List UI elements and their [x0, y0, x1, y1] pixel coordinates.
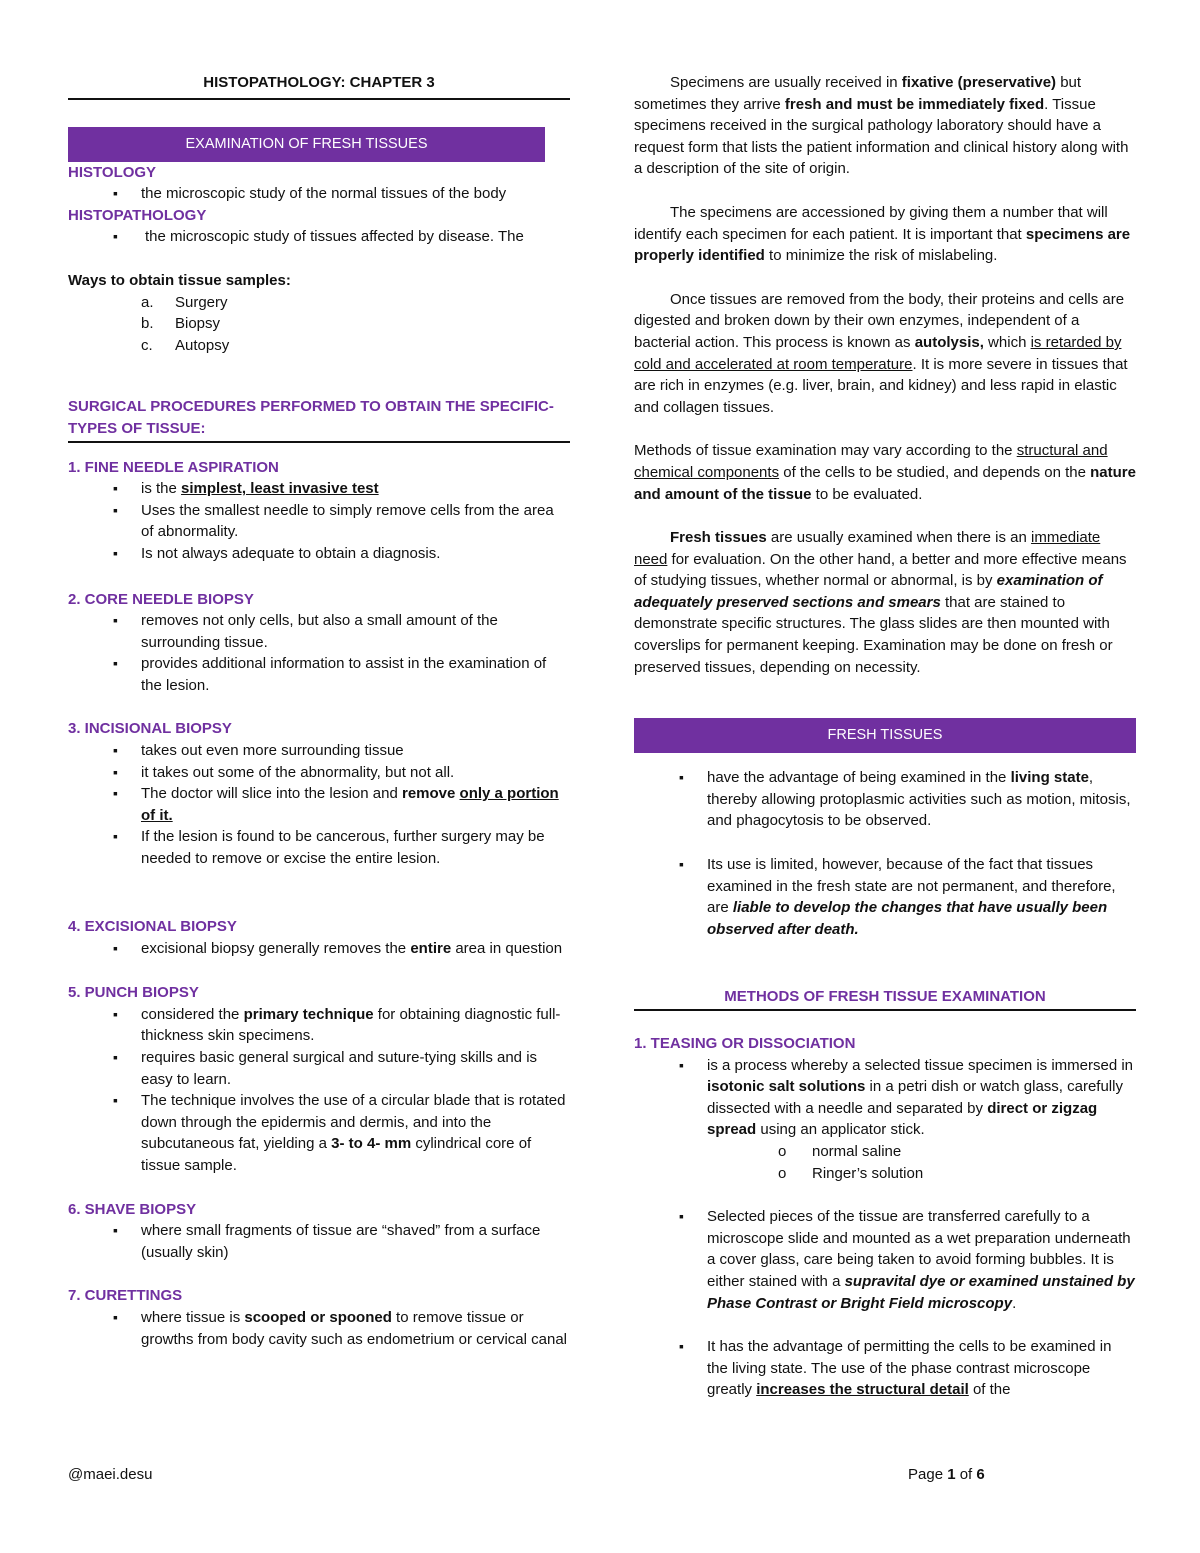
- list-item: [68, 1090, 570, 1176]
- text: Selected pieces of the tissue are transferred carefully to a microscope slide and mounted as a wet preparation underneath a cover glass, care being taken to avoid forming bubbles. It is either stained with a: [707, 1208, 1131, 1290]
- surgical-procedures-heading: SURGICAL PROCEDURES PERFORMED TO OBTAIN THE SPECIFIC-TYPES OF TISSUE:: [68, 396, 570, 442]
- page-title: HISTOPATHOLOGY: CHAPTER 3: [68, 72, 570, 100]
- list-item: ▪ provides additional information to assist in the examination of the lesion.: [68, 653, 570, 696]
- text: considered the: [141, 1005, 244, 1023]
- text: The technique involves the use of a circular blade that is rotated down through the epidermis and dermis, and into the subcutaneous fat, yielding a: [141, 1092, 566, 1153]
- text: cylindrical core of tissue sample.: [141, 1135, 532, 1174]
- methods-heading: METHODS OF FRESH TISSUE EXAMINATION: [634, 986, 1136, 1011]
- footer-handle: @maei.desu: [68, 1466, 153, 1483]
- list-marker: c.: [141, 336, 153, 354]
- teasing-title: 1. TEASING OR DISSOCIATION: [634, 1035, 856, 1052]
- excisional-list: [68, 937, 570, 960]
- text: of the: [968, 1381, 1011, 1399]
- punch-list: [68, 1004, 570, 1177]
- text: have the advantage of being examined in the: [707, 769, 1011, 787]
- text: area in question: [451, 940, 563, 958]
- current-page: 1: [947, 1466, 956, 1483]
- text: are usually examined when there is an: [766, 529, 1032, 547]
- page-number: [908, 1464, 985, 1486]
- section-banner-fresh-tissues: FRESH TISSUES: [634, 718, 1136, 753]
- text: Once tissues are removed from the body, their proteins and cells are digested and broken down by their own enzymes, independent of a bacterial action. This process is known as: [634, 290, 1125, 351]
- emphasis: is retarded by cold and accelerated at room temperature: [634, 333, 1122, 373]
- list-item: [68, 292, 570, 314]
- shave-title: 6. SHAVE BIOPSY: [68, 1200, 197, 1218]
- emphasis: 3- to 4- mm: [331, 1135, 412, 1153]
- emphasis: simplest, least invasive test: [181, 480, 379, 498]
- list-item: [634, 1055, 1136, 1185]
- list-item: o Ringer’s solution: [740, 1163, 1136, 1185]
- list-item-label: Autopsy: [175, 336, 230, 354]
- excisional-title: 4. EXCISIONAL BIOPSY: [68, 917, 237, 935]
- emphasis: nature and amount of the tissue: [634, 463, 1136, 503]
- core-list: [68, 610, 570, 696]
- emphasis: examination of adequately preserved sections and smears: [634, 572, 1103, 611]
- emphasis: liable to develop the changes that have usually been observed after death.: [707, 899, 1108, 938]
- list-item: ▪ requires basic general surgical and suture-tying skills and is easy to learn.: [68, 1047, 570, 1090]
- paragraph-autolysis: [634, 289, 1136, 419]
- emphasis: fixative (preservative): [901, 74, 1057, 91]
- text: but sometimes they arrive: [634, 74, 1082, 113]
- incisional-list: [68, 740, 570, 870]
- section-banner-fresh-tissues-exam: EXAMINATION OF FRESH TISSUES: [68, 127, 545, 162]
- paragraph-accessioned: [634, 202, 1136, 267]
- text: . Tissue specimens received in the surgical pathology laboratory should have a request form that lists the patient information and clinical history along with a description of the site of origin.: [634, 95, 1129, 178]
- shave-list: [68, 1220, 570, 1263]
- emphasis: living state: [1010, 769, 1089, 787]
- text: that are stained to demonstrate specific structures. The glass slides are then mounted with coverslips for permanent keeping. Examination may be done on fresh or preserved tissues, depending on necessity.: [634, 593, 1113, 676]
- text: of the cells to be studied, and depends on the: [779, 463, 1091, 481]
- fna-title: 1. FINE NEEDLE ASPIRATION: [68, 458, 279, 476]
- list-marker: b.: [141, 315, 154, 333]
- text: where tissue is: [141, 1308, 245, 1326]
- text: for evaluation. On the other hand, a better and more effective means of studying tissues, whether normal or abnormal, is by: [634, 550, 1127, 590]
- teasing-list: [634, 1055, 1136, 1401]
- emphasis: autolysis,: [914, 333, 984, 351]
- incisional-title: 3. INCISIONAL BIOPSY: [68, 720, 232, 738]
- solutions-list: [740, 1141, 1136, 1184]
- list-item: [68, 478, 570, 500]
- emphasis: specimens are properly identified: [634, 225, 1131, 265]
- list-item: ▪ takes out even more surrounding tissue: [68, 740, 570, 762]
- emphasis: primary technique: [243, 1005, 374, 1023]
- text: Methods of tissue examination may vary according to the: [634, 442, 1017, 460]
- list-item: ▪ Is not always adequate to obtain a diagnosis.: [68, 543, 570, 565]
- list-item: o normal saline: [740, 1141, 1136, 1163]
- text: , thereby allowing protoplasmic activities such as motion, mitosis, and phagocytosis to be observed.: [707, 769, 1131, 830]
- text: Its use is limited, however, because of the fact that tissues examined in the fresh state are not permanent, and therefore, are: [707, 856, 1116, 917]
- total-pages: 6: [976, 1466, 985, 1483]
- list-item: ▪ where small fragments of tissue are “shaved” from a surface (usually skin): [68, 1220, 570, 1263]
- text: The specimens are accessioned by giving them a number that will identify each specimen for each patient. It is important that: [634, 203, 1108, 243]
- fna-list: [68, 478, 570, 564]
- right-column: [634, 72, 1136, 1401]
- list-item: [68, 1004, 570, 1047]
- list-item: ▪ Uses the smallest needle to simply remove cells from the area of abnormality.: [68, 500, 570, 543]
- emphasis: immediate need: [634, 529, 1101, 568]
- list-item: ▪ If the lesion is found to be cancerous, further surgery may be needed to remove or excise the entire lesion.: [68, 826, 570, 869]
- ways-heading: Ways to obtain tissue samples:: [68, 271, 291, 289]
- paragraph-methods-vary: [634, 440, 1136, 505]
- text: to remove tissue or growths from body cavity such as endometrium or cervical canal: [141, 1308, 568, 1348]
- curettings-title: 7. CURETTINGS: [68, 1287, 183, 1305]
- list-item: [68, 313, 570, 335]
- list-item: [634, 854, 1136, 940]
- emphasis: structural and chemical components: [634, 442, 1108, 481]
- text: is a process whereby a selected tissue specimen is immersed in: [707, 1056, 1134, 1074]
- list-item-label: Surgery: [175, 293, 228, 311]
- text: which: [983, 333, 1031, 351]
- emphasis: scooped or spooned: [244, 1308, 392, 1326]
- text: to be evaluated.: [811, 485, 923, 503]
- list-item: ▪ removes not only cells, but also a small amount of the surrounding tissue.: [68, 610, 570, 653]
- term-histopathology: HISTOPATHOLOGY: [68, 206, 207, 224]
- emphasis: increases the structural detail: [756, 1381, 969, 1399]
- text: Specimens are usually received in: [670, 74, 902, 91]
- text: for obtaining diagnostic full-thickness skin specimens.: [141, 1005, 561, 1045]
- histopathology-list: [68, 226, 570, 248]
- list-item: [634, 767, 1136, 832]
- list-item: [68, 783, 570, 826]
- emphasis: only a portion of it.: [141, 785, 559, 824]
- left-column: [68, 72, 570, 1350]
- term-histology: HISTOLOGY: [68, 163, 157, 181]
- text: using an applicator stick.: [756, 1121, 925, 1139]
- list-item: [634, 1206, 1136, 1314]
- paragraph-fresh-tissues: [634, 527, 1136, 678]
- emphasis: Fresh tissues: [670, 529, 767, 547]
- emphasis: entire: [410, 940, 452, 958]
- list-item: [68, 937, 570, 960]
- punch-title: 5. PUNCH BIOPSY: [68, 984, 199, 1002]
- histology-list: [68, 183, 570, 205]
- list-item: [634, 1336, 1136, 1401]
- text: The doctor will slice into the lesion and: [141, 785, 402, 803]
- emphasis: direct or zigzag spread: [707, 1099, 1098, 1139]
- list-item: [68, 1307, 570, 1350]
- core-title: 2. CORE NEEDLE BIOPSY: [68, 590, 254, 608]
- list-item-label: Biopsy: [175, 315, 221, 333]
- emphasis: fresh and must be immediately fixed: [784, 95, 1045, 113]
- text: excisional biopsy generally removes the: [141, 940, 411, 958]
- emphasis: supravital dye or examined unstained by Phase Contrast or Bright Field microscopy: [707, 1272, 1135, 1312]
- list-item: [68, 335, 570, 357]
- list-item: [68, 226, 570, 248]
- text: It has the advantage of permitting the cells to be examined in the living state. The use of the phase contrast microscope greatly: [707, 1338, 1112, 1399]
- text: .: [1012, 1294, 1017, 1312]
- text: is the: [141, 480, 182, 498]
- fresh-tissues-list: [634, 767, 1136, 940]
- text: in a petri dish or watch glass, carefully dissected with a needle and separated by: [707, 1078, 1123, 1117]
- list-item: ▪ the microscopic study of the normal tissues of the body: [68, 183, 570, 205]
- emphasis: remove: [401, 785, 460, 803]
- list-item-text: the microscopic study of tissues affected by disease. The: [145, 228, 524, 246]
- paragraph-specimens-received: [634, 72, 1136, 180]
- text: Page: [908, 1466, 948, 1483]
- text: of: [955, 1466, 977, 1483]
- ways-list: [68, 292, 570, 357]
- text: . It is more severe in tissues that are rich in enzymes (e.g. liver, brain, and kidney) and less rapid in elastic and collagen tissues.: [634, 355, 1128, 416]
- curettings-list: [68, 1307, 570, 1350]
- emphasis: isotonic salt solutions: [707, 1078, 866, 1096]
- list-marker: a.: [141, 293, 154, 311]
- text: to minimize the risk of mislabeling.: [764, 247, 998, 265]
- list-item: ▪ it takes out some of the abnormality, but not all.: [68, 762, 570, 784]
